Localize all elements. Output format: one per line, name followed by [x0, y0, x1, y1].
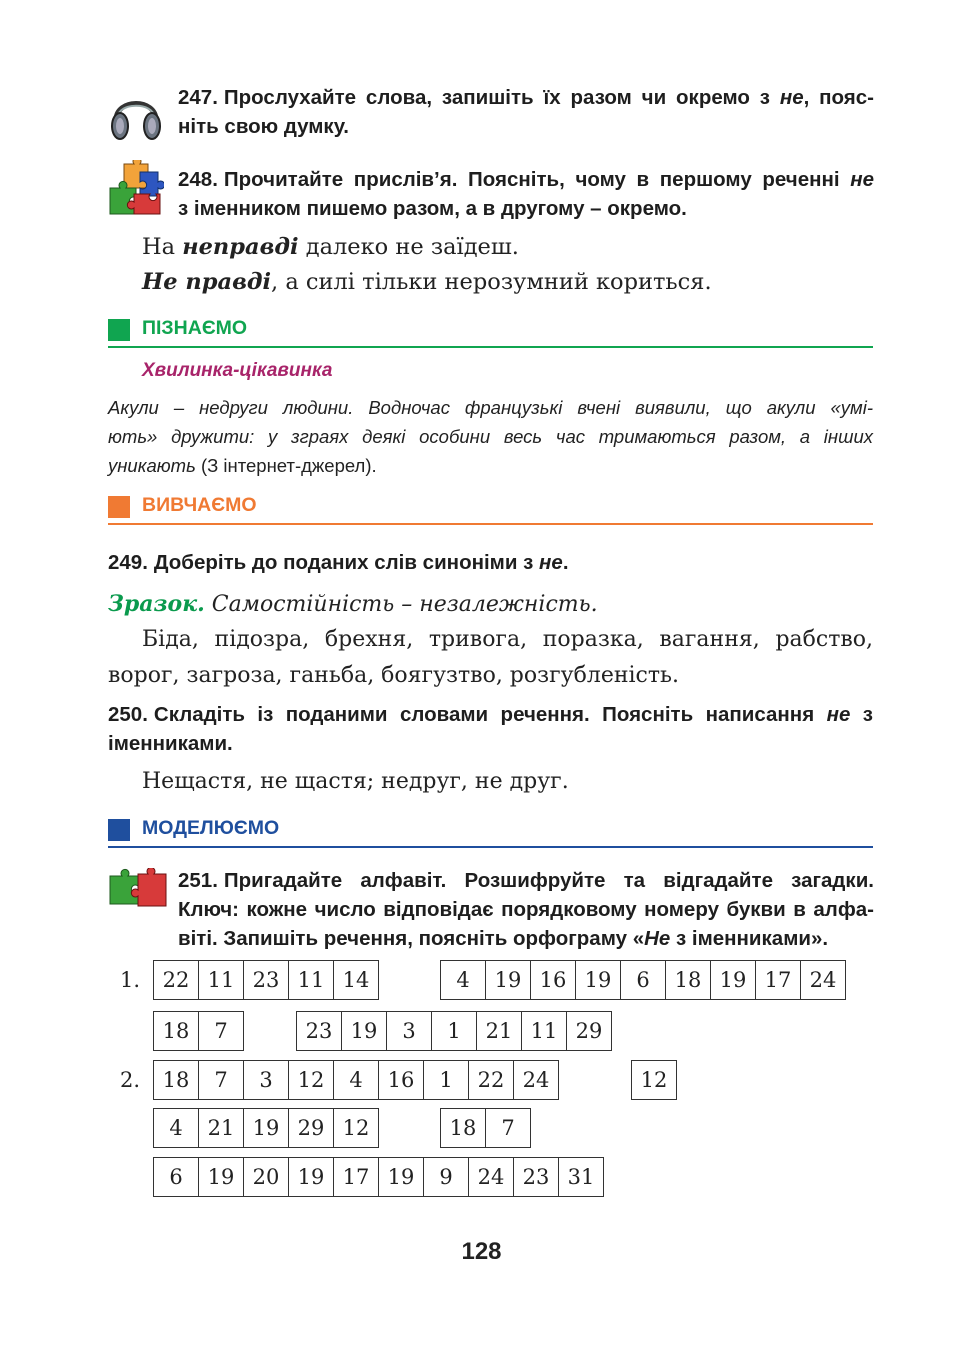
- task-text: .: [562, 551, 569, 574]
- words-249: [108, 622, 873, 694]
- task-text: , пояс-: [803, 86, 874, 109]
- particle-ne: не: [850, 168, 874, 191]
- cipher-cell: 4: [333, 1060, 379, 1100]
- section-title: ПІЗНАЄМО: [142, 317, 248, 339]
- cipher-cell: 7: [485, 1108, 531, 1148]
- word-list-line: Біда, підозра, брехня, тривога, поразка, вагання, рабство,: [142, 627, 873, 652]
- proverb-bold: Не правді: [142, 269, 272, 295]
- cipher-cell: 18: [153, 1011, 199, 1051]
- cipher-cell: 19: [710, 960, 756, 1000]
- fact-text: [108, 393, 873, 480]
- proverbs: [142, 230, 872, 300]
- proverb-text: На: [142, 234, 183, 260]
- cipher-cell: 12: [288, 1060, 334, 1100]
- sample: [108, 586, 873, 623]
- cipher-cell: 3: [386, 1011, 432, 1051]
- cipher-cell: 19: [485, 960, 531, 1000]
- cipher-cell: 22: [468, 1060, 514, 1100]
- cipher-row-4a: [154, 1108, 379, 1148]
- particle-ne: не: [826, 703, 851, 726]
- cipher-cell: 24: [800, 960, 846, 1000]
- cipher-cell: 7: [198, 1060, 244, 1100]
- riddle-label-2: 2.: [120, 1068, 141, 1092]
- cipher-cell: 17: [755, 960, 801, 1000]
- puzzle-icon: [108, 160, 164, 218]
- section-title: ВИВЧАЄМО: [142, 494, 257, 516]
- proverb-bold: неправді: [182, 234, 299, 260]
- cipher-cell: 11: [198, 960, 244, 1000]
- cipher-cell: 19: [575, 960, 621, 1000]
- cipher-cell: 19: [243, 1108, 289, 1148]
- cipher-cell: 20: [243, 1157, 289, 1197]
- proverb-text: далеко не заїдеш.: [298, 234, 519, 260]
- cipher-row-5: [154, 1157, 604, 1197]
- cipher-row-1a: [154, 960, 379, 1000]
- cipher-cell: 6: [153, 1157, 199, 1197]
- task-text-line3: [178, 924, 874, 953]
- cipher-row-2a: [154, 1011, 244, 1051]
- cipher-row-3b: [632, 1060, 677, 1100]
- cipher-cell: 31: [558, 1157, 604, 1197]
- task-249: [108, 548, 873, 577]
- task-text: з: [850, 703, 873, 726]
- task-text: з іменниками».: [670, 927, 829, 950]
- cipher-cell: 3: [243, 1060, 289, 1100]
- task-number: 251.: [178, 869, 218, 892]
- cipher-cell: 21: [198, 1108, 244, 1148]
- sample-label: Зразок.: [108, 591, 205, 617]
- section-divider: [108, 346, 873, 348]
- task-number: 249.: [108, 551, 148, 574]
- cipher-row-1b: [441, 960, 846, 1000]
- cipher-cell: 29: [566, 1011, 612, 1051]
- cipher-cell: 1: [423, 1060, 469, 1100]
- task-text-line2: ніть свою думку.: [178, 115, 349, 138]
- cipher-cell: 19: [378, 1157, 424, 1197]
- particle-ne: не: [779, 86, 804, 109]
- proverb-2: [142, 265, 872, 300]
- cipher-row-2b: [297, 1011, 612, 1051]
- cipher-cell: 11: [288, 960, 334, 1000]
- sample-text: Самостійність – незалежність.: [204, 592, 598, 617]
- cipher-cell: 19: [288, 1157, 334, 1197]
- cipher-cell: 22: [153, 960, 199, 1000]
- task-250: [108, 700, 873, 758]
- cipher-cell: 9: [423, 1157, 469, 1197]
- cipher-cell: 4: [153, 1108, 199, 1148]
- particle-ne: Не: [644, 927, 671, 950]
- cipher-row-3a: [154, 1060, 559, 1100]
- task-text-line2: Ключ: кожне число відповідає порядковому номеру букви в алфа-: [178, 898, 874, 921]
- puzzle-icon: [108, 868, 168, 912]
- task-text: Пригадайте алфавіт. Розшифруйте та відгадайте загадки.: [223, 869, 874, 892]
- cipher-cell: 18: [665, 960, 711, 1000]
- cipher-cell: 23: [513, 1157, 559, 1197]
- cipher-cell: 21: [476, 1011, 522, 1051]
- cipher-cell: 14: [333, 960, 379, 1000]
- cipher-cell: 7: [198, 1011, 244, 1051]
- particle-ne: не: [539, 551, 563, 574]
- cipher-cell: 18: [153, 1060, 199, 1100]
- cipher-cell: 17: [333, 1157, 379, 1197]
- task-text: віті. Запишіть речення, поясніть орфограму «: [178, 927, 645, 950]
- fact-line: ють» дружити: у зграях деякі особини весь час тримаються разом, а інших: [108, 426, 873, 447]
- cipher-cell: 16: [378, 1060, 424, 1100]
- section-divider: [108, 523, 873, 525]
- task-text: Доберіть до поданих слів синоніми з: [153, 551, 540, 574]
- section-marker: [108, 496, 130, 518]
- cipher-cell: 18: [440, 1108, 486, 1148]
- section-marker: [108, 819, 130, 841]
- page-number: 128: [461, 1238, 502, 1265]
- fact-line: Акули – недруги людини. Водночас французькі вчені виявили, що акули «умі-: [108, 397, 873, 418]
- task-text-line2: іменниками.: [108, 732, 233, 755]
- fact-title: Хвилинка-цікавинка: [142, 360, 333, 381]
- task-text: Прослухайте слова, запишіть їх разом чи окремо з: [223, 86, 780, 109]
- cipher-cell: 23: [296, 1011, 342, 1051]
- cipher-cell: 29: [288, 1108, 334, 1148]
- cipher-cell: 19: [198, 1157, 244, 1197]
- cipher-cell: 6: [620, 960, 666, 1000]
- task-text-line2: з іменником пишемо разом, а в другому – окремо.: [178, 197, 687, 220]
- section-title: МОДЕЛЮЄМО: [142, 817, 280, 839]
- cipher-row-4b: [441, 1108, 531, 1148]
- cipher-cell: 11: [521, 1011, 567, 1051]
- proverb-1: [142, 230, 872, 265]
- section-marker: [108, 319, 130, 341]
- task-number: 247.: [178, 86, 218, 109]
- section-learn: [108, 315, 873, 345]
- fact-source: (З інтернет-джерел).: [200, 455, 377, 476]
- riddle-label-1: 1.: [120, 968, 141, 992]
- task-248: [178, 165, 874, 223]
- task-247: [178, 83, 874, 141]
- fact-text-part: уникають: [108, 455, 201, 476]
- cipher-cell: 19: [341, 1011, 387, 1051]
- proverb-text: , а силі тільки нерозумний кориться.: [271, 269, 712, 295]
- cipher-cell: 24: [468, 1157, 514, 1197]
- words-250: Нещастя, не щастя; недруг, не друг.: [142, 769, 569, 794]
- cipher-cell: 16: [530, 960, 576, 1000]
- task-number: 250.: [108, 703, 148, 726]
- cipher-cell: 12: [631, 1060, 677, 1100]
- cipher-cell: 24: [513, 1060, 559, 1100]
- cipher-cell: 12: [333, 1108, 379, 1148]
- cipher-cell: 1: [431, 1011, 477, 1051]
- fact-line: [108, 451, 873, 480]
- section-study: [108, 492, 873, 522]
- word-list-line: ворог, загроза, ганьба, боягузтво, розгубленість.: [108, 663, 680, 688]
- section-model: [108, 815, 873, 845]
- task-number: 248.: [178, 168, 218, 191]
- section-divider: [108, 846, 873, 848]
- cipher-cell: 4: [440, 960, 486, 1000]
- task-text: Прочитайте прислів’я. Поясніть, чому в першому реченні: [223, 168, 851, 191]
- task-text: Складіть із поданими словами речення. Поясніть написання: [153, 703, 827, 726]
- cipher-cell: 23: [243, 960, 289, 1000]
- headphones-icon: [108, 86, 164, 142]
- task-251: [178, 866, 874, 953]
